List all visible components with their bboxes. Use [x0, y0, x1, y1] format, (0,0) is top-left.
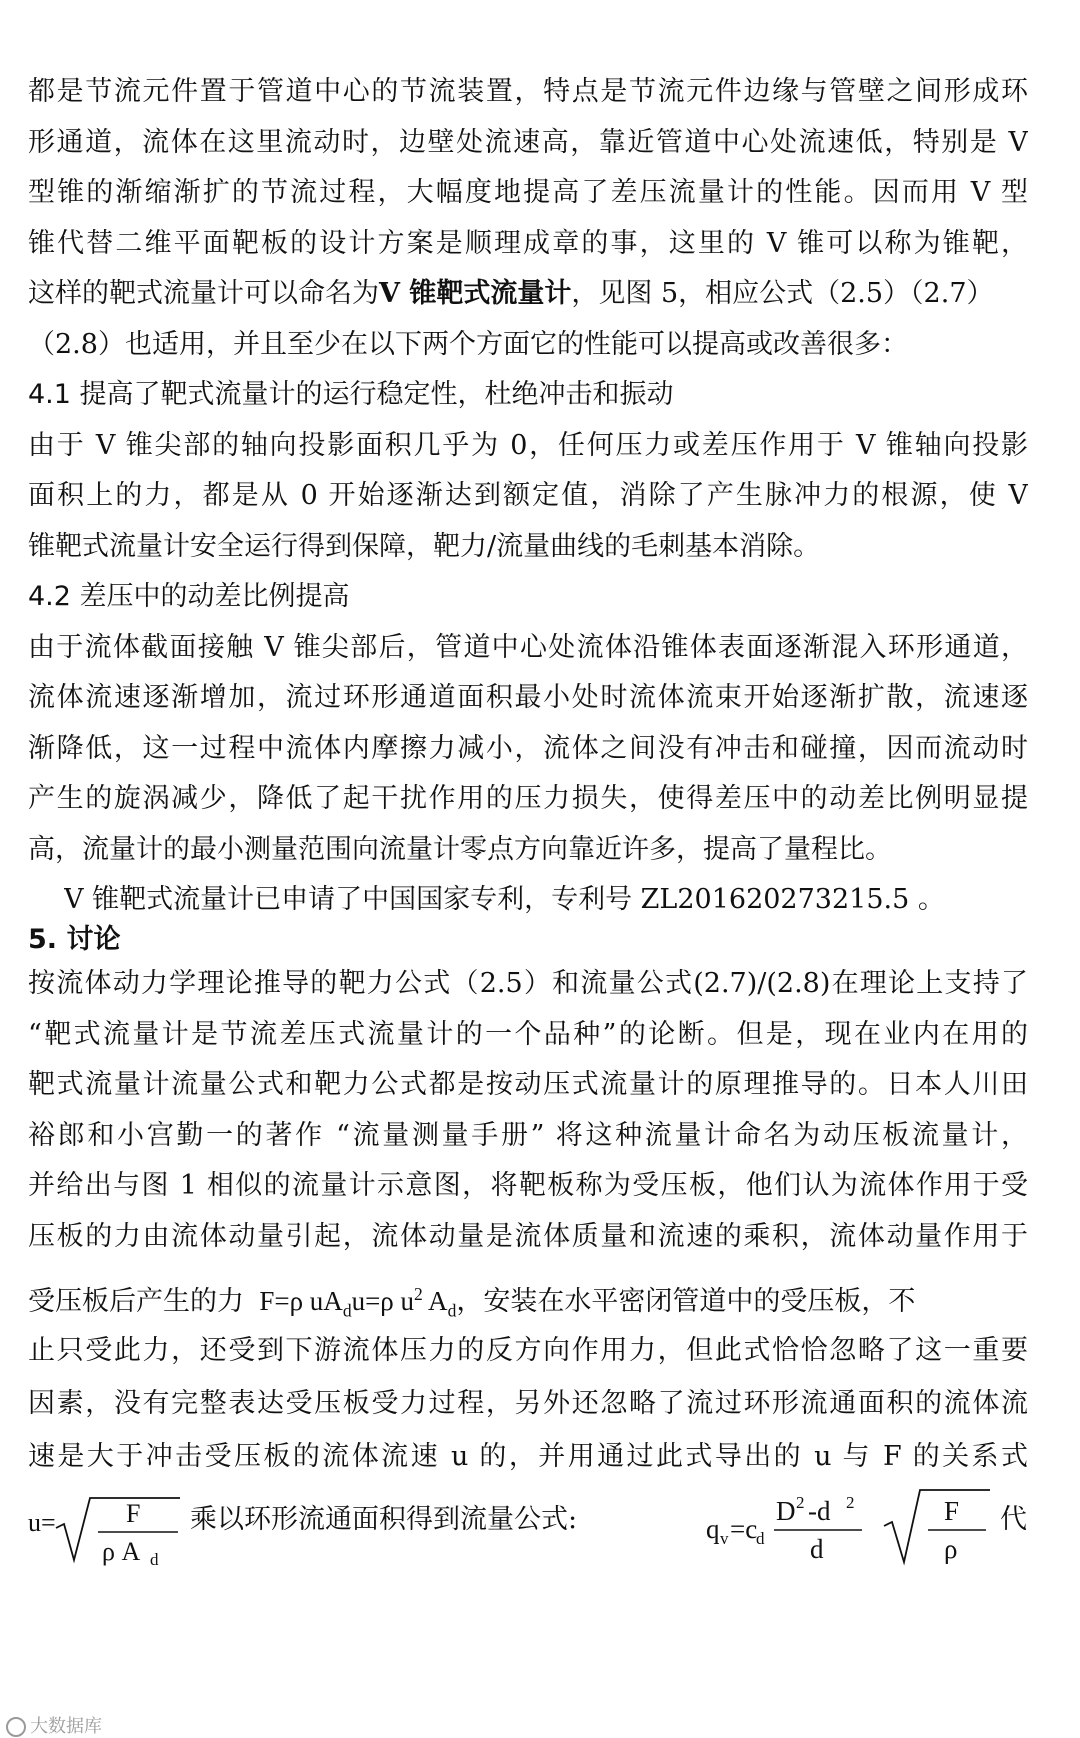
svg-text:d: d [810, 1534, 824, 1564]
text-line: 裕郎和小宫勤一的著作 “流量测量手册” 将这种流量计命名为动压板流量计， [28, 1120, 1028, 1151]
svg-text:d: d [756, 1529, 765, 1548]
watermark-logo-icon [6, 1717, 26, 1737]
svg-text:F: F [126, 1499, 141, 1528]
text-line: 止只受此力，还受到下游流体压力的反方向作用力，但此式恰恰忽略了这一重要 [28, 1335, 1028, 1366]
text-segment: ，安装在水平密闭管道中的受压板，不 [456, 1286, 916, 1317]
svg-text:ρ A: ρ A [102, 1537, 141, 1566]
patent-note: V 锥靶式流量计已申请了中国国家专利，专利号 ZL201620273215.5 。 [64, 884, 945, 915]
svg-text:F: F [944, 1496, 960, 1526]
watermark [6, 1712, 102, 1738]
text-line: 渐降低，这一过程中流体内摩擦力减小，流体之间没有冲击和碰撞，因而流动时 [28, 733, 1028, 764]
text-line: 按流体动力学理论推导的靶力公式（2.5）和流量公式(2.7)/(2.8)在理论上支持了 [28, 968, 1028, 999]
svg-text:-d: -d [808, 1496, 831, 1526]
svg-text:v: v [720, 1529, 729, 1548]
svg-text:u=: u= [28, 1508, 56, 1537]
text-segment: 这样的靶式流量计可以命名为 [28, 278, 379, 309]
svg-text:d: d [150, 1550, 159, 1566]
text-line-with-formula [28, 1276, 1028, 1328]
svg-text:D: D [776, 1496, 796, 1526]
text-line: 因素，没有完整表达受压板受力过程，另外还忽略了流过环形流通面积的流体流 [28, 1388, 1028, 1419]
text-line: 都是节流元件置于管道中心的节流装置，特点是节流元件边缘与管壁之间形成环 [28, 76, 1028, 107]
section-heading-4-1: 4.1 提高了靶式流量计的运行稳定性，杜绝冲击和振动 [28, 379, 674, 410]
svg-text:q: q [706, 1514, 720, 1544]
text-segment: 代 [1000, 1504, 1027, 1535]
section-heading-5: 5. 讨论 [28, 924, 121, 955]
text-segment: 受压板后产生的力 [28, 1286, 244, 1317]
text-line: “靶式流量计是节流差压式流量计的一个品种”的论断。但是，现在业内在用的 [28, 1019, 1028, 1050]
text-line: 产生的旋涡减少，降低了起干扰作用的压力损失，使得差压中的动差比例明显提 [28, 783, 1028, 814]
text-line: 压板的力由流体动量引起，流体动量是流体质量和流速的乘积，流体动量作用于 [28, 1221, 1028, 1252]
text-line: 锥靶式流量计安全运行得到保障，靶力/流量曲线的毛刺基本消除。 [28, 531, 821, 562]
text-line-mixed [28, 276, 1028, 312]
force-formula: F=ρ $uA_du=\rho$ $u^2$ $A_d$ [252, 1284, 457, 1321]
text-line: 流体流速逐渐增加，流过环形通道面积最小处时流体流束开始逐渐扩散，流速逐 [28, 682, 1028, 713]
section-heading-4-2: 4.2 差压中的动差比例提高 [28, 581, 350, 612]
text-line: 锥代替二维平面靶板的设计方案是顺理成章的事，这里的 V 锥可以称为锥靶， [28, 228, 1028, 259]
text-line: 形通道，流体在这里流动时，边壁处流速高，靠近管道中心处流速低，特别是 V [28, 127, 1028, 158]
text-line: 由于流体截面接触 V 锥尖部后，管道中心处流体沿锥体表面逐渐混入环形通道， [28, 632, 1028, 663]
text-line: 由于 V 锥尖部的轴向投影面积几乎为 0，任何压力或差压作用于 V 锥轴向投影 [28, 430, 1028, 461]
text-segment: ，见图 5，相应公式（2.5）（2.7） [571, 278, 994, 309]
svg-text:2: 2 [846, 1493, 855, 1512]
text-line: 面积上的力，都是从 0 开始逐渐达到额定值，消除了产生脉冲力的根源，使 V [28, 480, 1028, 511]
text-line: 高，流量计的最小测量范围向流量计零点方向靠近许多，提高了量程比。 [28, 834, 892, 865]
text-line: 并给出与图 1 相似的流量计示意图，将靶板称为受压板，他们认为流体作用于受 [28, 1170, 1028, 1201]
bold-term: V 锥靶式流量计 [379, 278, 572, 309]
svg-text:2: 2 [796, 1493, 805, 1512]
svg-text:ρ: ρ [944, 1534, 958, 1564]
text-segment: 乘以环形流通面积得到流量公式: [190, 1504, 578, 1535]
svg-text:=c: =c [730, 1514, 758, 1544]
formula-line [0, 1476, 1080, 1566]
text-line: 型锥的渐缩渐扩的节流过程，大幅度地提高了差压流量计的性能。因而用 V 型 [28, 177, 1028, 208]
text-line: 速是大于冲击受压板的流体流速 u 的，并用通过此式导出的 u 与 F 的关系式 [28, 1441, 1028, 1472]
text-line: （2.8）也适用，并且至少在以下两个方面它的性能可以提高或改善很多： [28, 329, 908, 360]
watermark-text: 大数据库 [30, 1716, 102, 1737]
text-line: 靶式流量计流量公式和靶力公式都是按动压式流量计的原理推导的。日本人川田 [28, 1069, 1028, 1100]
